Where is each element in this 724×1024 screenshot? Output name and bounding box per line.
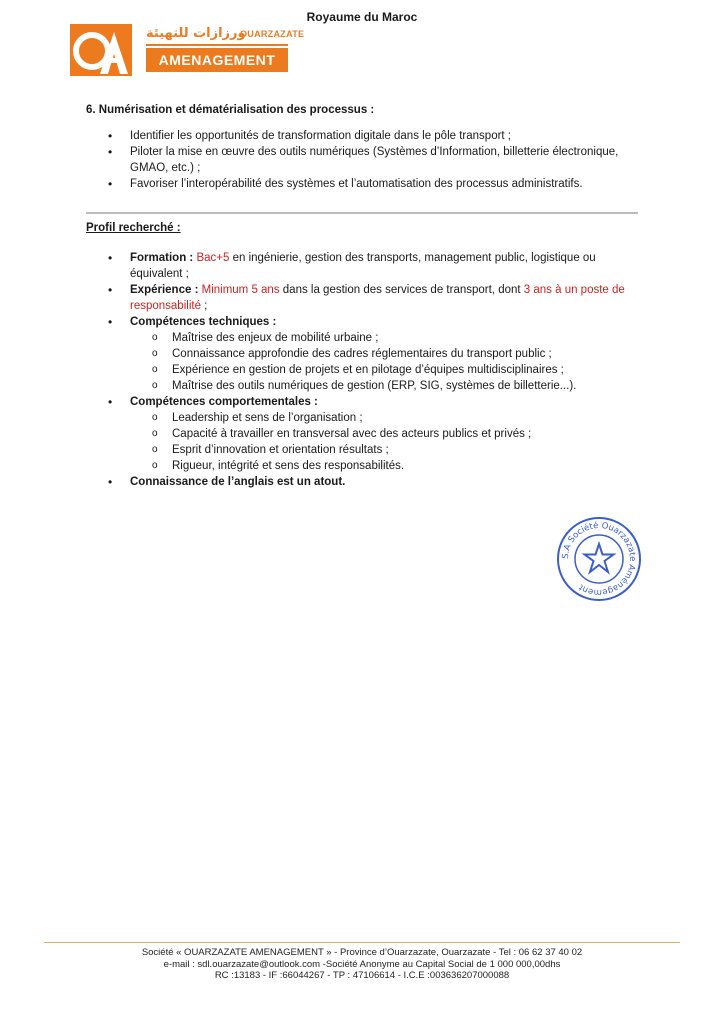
experience-label: Expérience : bbox=[130, 284, 199, 296]
company-stamp bbox=[556, 516, 642, 602]
document-body bbox=[86, 104, 638, 490]
stamp-text: S.A Société Ouarzazate Aménagement bbox=[560, 520, 638, 598]
logo-rule bbox=[146, 44, 288, 46]
footer-rule bbox=[44, 942, 680, 943]
list-item: o Maîtrise des enjeux de mobilité urbaine ; bbox=[172, 330, 638, 346]
behavioral-skills-list bbox=[130, 410, 638, 474]
list-item: o Rigueur, intégrité et sens des responsabilités. bbox=[172, 458, 638, 474]
technical-skills-list bbox=[130, 330, 638, 394]
section-6-title: 6. Numérisation et dématérialisation des processus : bbox=[86, 104, 375, 116]
profile-formation bbox=[130, 250, 638, 282]
page-footer bbox=[0, 947, 724, 982]
list-item: o Expérience en gestion de projets et en pilotage d’équipes multidisciplinaires ; bbox=[172, 362, 638, 378]
list-item: o Maîtrise des outils numériques de gestion (ERP, SIG, systèmes de billetterie...). bbox=[172, 378, 638, 394]
page-header-title: Royaume du Maroc bbox=[306, 10, 418, 24]
list-item: o Esprit d’innovation et orientation résultats ; bbox=[172, 442, 638, 458]
profile-list bbox=[86, 250, 638, 490]
experience-highlight-role: 3 ans à un poste de responsabilité bbox=[130, 284, 625, 312]
section-divider bbox=[86, 212, 638, 214]
formation-label: Formation : bbox=[130, 252, 194, 264]
formation-text: en ingénierie, gestion des transports, management public, logistique ou équivalent ; bbox=[130, 252, 596, 280]
company-logo bbox=[70, 24, 305, 76]
experience-text: dans la gestion des services de transport, dont bbox=[279, 284, 524, 296]
svg-text:S.A Société Ouarzazate Aménage bbox=[561, 520, 637, 597]
profile-english bbox=[130, 474, 638, 490]
technical-skills-label: Compétences techniques : bbox=[130, 316, 277, 328]
logo-monogram bbox=[70, 24, 132, 76]
list-item: • Piloter la mise en œuvre des outils numériques (Systèmes d’Information, billetterie électronique, GMAO, etc.) ; bbox=[130, 144, 638, 176]
list-item: o Connaissance approfondie des cadres réglementaires du transport public ; bbox=[172, 346, 638, 362]
profile-behavioral-skills bbox=[130, 394, 638, 474]
list-item: o Capacité à travailler en transversal avec des acteurs publics et privés ; bbox=[172, 426, 638, 442]
experience-highlight-years: Minimum 5 ans bbox=[201, 284, 280, 296]
footer-company-line: Société « OUARZAZATE AMENAGEMENT » - Province d’Ouarzazate, Ouarzazate - Tel : 06 62 37 40 02 bbox=[141, 947, 583, 958]
list-item: • Favoriser l’interopérabilité des systèmes et l’automatisation des processus administratifs. bbox=[130, 176, 638, 192]
footer-registration-line: RC :13183 - IF :66044267 - TP : 47106614 - I.C.E :003636207000088 bbox=[214, 970, 510, 981]
english-requirement: Connaissance de l’anglais est un atout. bbox=[130, 476, 346, 488]
logo-latin-text: OUARZAZATE bbox=[240, 29, 305, 39]
list-item: o Leadership et sens de l’organisation ; bbox=[172, 410, 638, 426]
list-item: • Identifier les opportunités de transformation digitale dans le pôle transport ; bbox=[130, 128, 638, 144]
logo-arabic-text: ورزازات للتهيئة bbox=[146, 26, 246, 41]
formation-highlight: Bac+5 bbox=[196, 252, 230, 264]
behavioral-skills-label: Compétences comportementales : bbox=[130, 396, 318, 408]
profile-technical-skills bbox=[130, 314, 638, 394]
profile-experience bbox=[130, 282, 638, 314]
experience-end: ; bbox=[200, 300, 208, 312]
footer-contact-line: e-mail : sdl.ouarzazate@outlook.com -Société Anonyme au Capital Social de 1 000 000,00dhs bbox=[163, 958, 561, 970]
logo-brand-band: AMENAGEMENT bbox=[146, 48, 288, 72]
profile-title: Profil recherché : bbox=[86, 222, 181, 234]
section-6-list bbox=[86, 128, 638, 192]
